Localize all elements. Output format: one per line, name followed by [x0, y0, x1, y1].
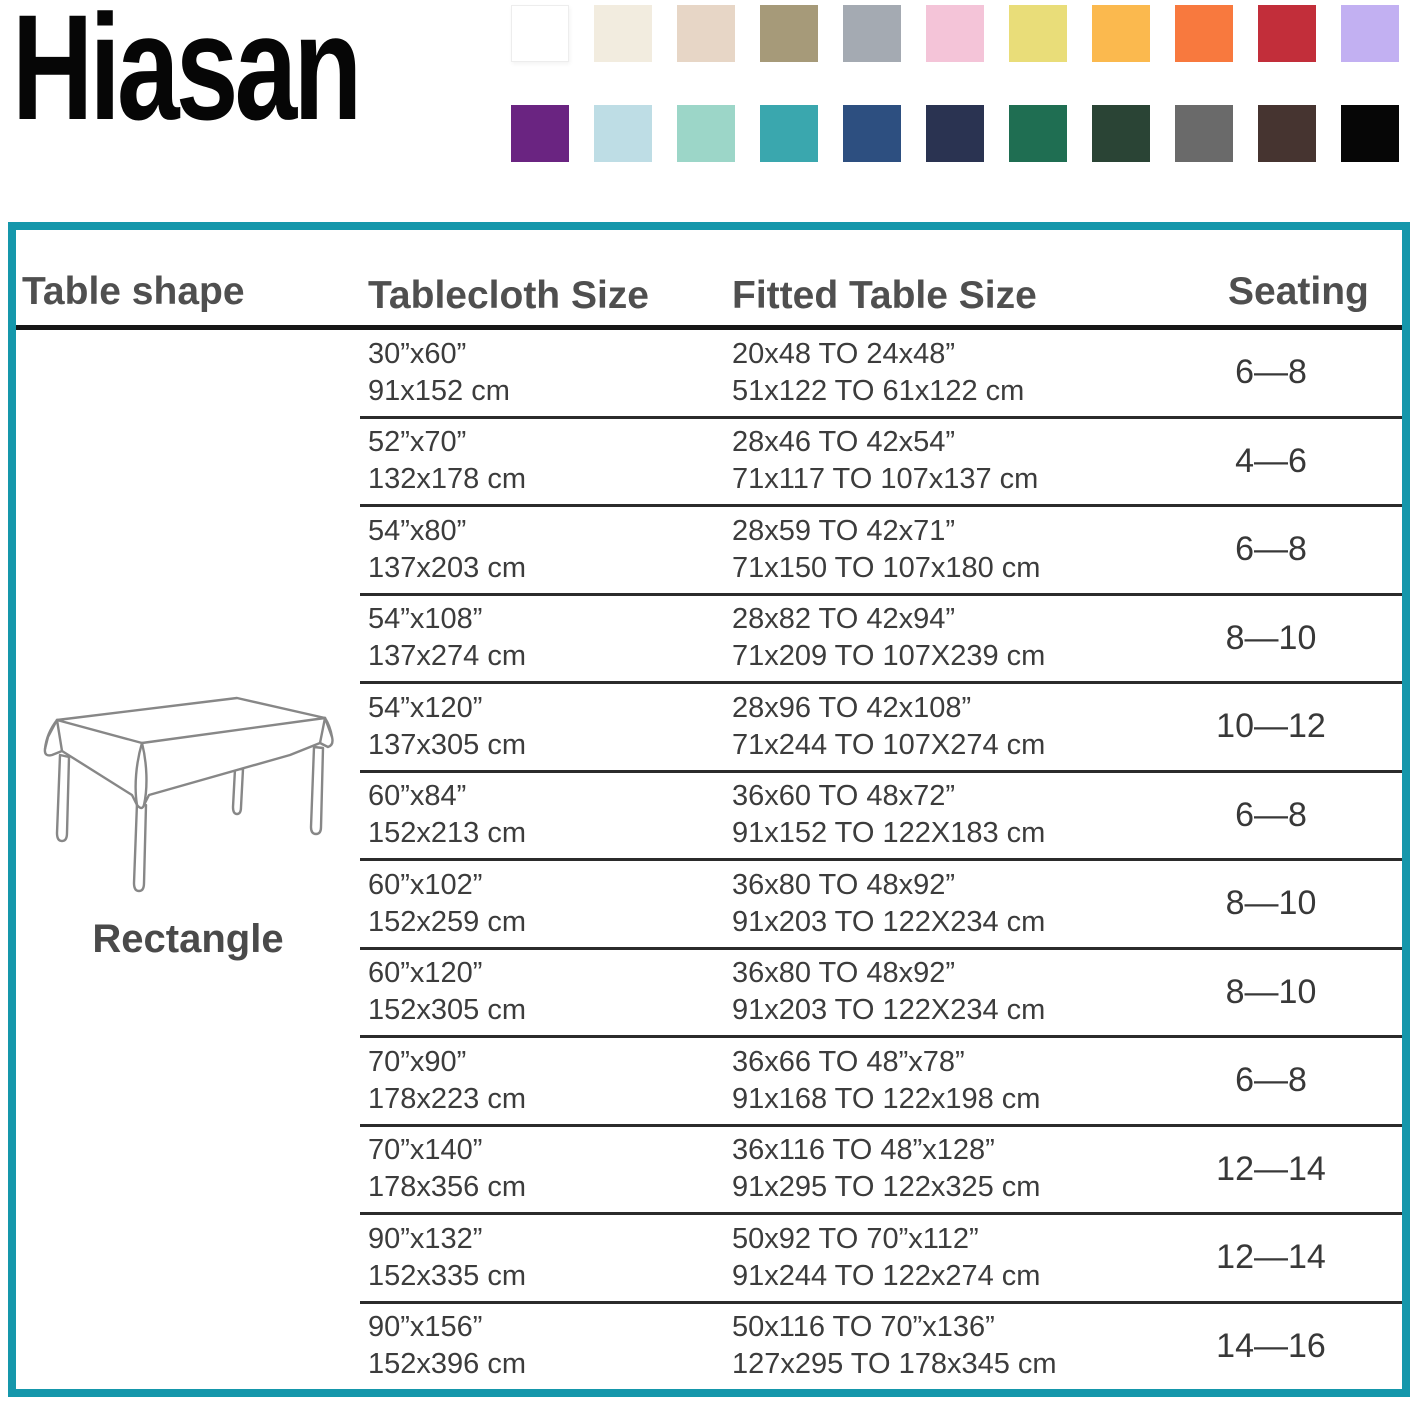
fitted-size-cm: 91x295 TO 122x325 cm — [732, 1171, 1041, 1204]
header-seating: Seating — [1228, 270, 1369, 313]
size-chart-header — [16, 230, 1402, 325]
tablecloth-size-inches: 52”x70” — [368, 426, 467, 459]
fitted-size-cm: 51x122 TO 61x122 cm — [732, 374, 1025, 407]
fitted-size-inches: 36x60 TO 48x72” — [732, 780, 956, 813]
tablecloth-size-cell — [360, 1132, 724, 1206]
fitted-size-cell — [724, 955, 1154, 1029]
swatch-purple — [511, 105, 569, 162]
size-row — [360, 596, 1402, 685]
tablecloth-size-cell — [360, 867, 724, 941]
tablecloth-size-inches: 90”x132” — [368, 1222, 483, 1255]
fitted-size-cm: 71x150 TO 107x180 cm — [732, 551, 1041, 584]
header-table-shape: Table shape — [22, 270, 245, 313]
tablecloth-size-cell — [360, 1044, 724, 1118]
tablecloth-size-cell — [360, 601, 724, 675]
header-tablecloth-size: Tablecloth Size — [368, 274, 649, 317]
tablecloth-size-cell — [360, 1309, 724, 1383]
brand-logo: Hiasan — [12, 0, 359, 151]
swatch-black — [1341, 105, 1399, 162]
fitted-size-cell — [724, 778, 1154, 852]
swatch-beige — [677, 5, 735, 62]
fitted-size-cell — [724, 336, 1154, 410]
tablecloth-size-inches: 30”x60” — [368, 337, 467, 370]
swatch-pink — [926, 5, 984, 62]
seating-value: 4—6 — [1235, 441, 1307, 480]
tablecloth-size-cm: 152x259 cm — [368, 905, 526, 938]
swatch-brown — [1258, 105, 1316, 162]
size-row — [360, 419, 1402, 508]
seating-value: 6—8 — [1235, 530, 1307, 569]
size-row — [360, 1304, 1402, 1390]
size-row — [360, 330, 1402, 419]
fitted-size-cm: 91x244 TO 122x274 cm — [732, 1259, 1041, 1292]
tablecloth-size-inches: 54”x80” — [368, 514, 467, 547]
fitted-size-cm: 91x168 TO 122x198 cm — [732, 1082, 1041, 1115]
swatch-blue — [843, 105, 901, 162]
tablecloth-size-cm: 152x305 cm — [368, 994, 526, 1027]
seating-value: 14—16 — [1216, 1326, 1326, 1365]
fitted-size-inches: 28x96 TO 42x108” — [732, 691, 972, 724]
swatch-gold — [1092, 5, 1150, 62]
fitted-size-inches: 50x116 TO 70”x136” — [732, 1311, 995, 1344]
size-row — [360, 507, 1402, 596]
swatch-ivory — [594, 5, 652, 62]
table-shape-cell — [16, 685, 360, 962]
fitted-size-cell — [724, 690, 1154, 764]
fitted-size-inches: 28x46 TO 42x54” — [732, 426, 956, 459]
fitted-size-cell — [724, 424, 1154, 498]
fitted-size-cm: 91x203 TO 122X234 cm — [732, 905, 1046, 938]
swatch-light-blue — [594, 105, 652, 162]
seating-value: 8—10 — [1225, 884, 1317, 923]
swatch-red — [1258, 5, 1316, 62]
fitted-size-cell — [724, 1309, 1154, 1383]
swatch-dark-grey — [1175, 105, 1233, 162]
swatch-lavender — [1341, 5, 1399, 62]
tablecloth-size-cm: 152x335 cm — [368, 1259, 526, 1292]
size-row — [360, 773, 1402, 862]
tablecloth-size-cm: 137x274 cm — [368, 640, 526, 673]
fitted-size-inches: 28x82 TO 42x94” — [732, 603, 956, 636]
size-chart-rows — [360, 330, 1402, 1389]
tablecloth-size-cm: 152x213 cm — [368, 817, 526, 850]
color-swatch-palette — [511, 5, 1399, 162]
swatch-row-2 — [511, 105, 1399, 162]
tablecloth-size-cm: 91x152 cm — [368, 374, 510, 407]
fitted-size-cell — [724, 513, 1154, 587]
tablecloth-size-inches: 70”x90” — [368, 1045, 467, 1078]
tablecloth-size-cell — [360, 1221, 724, 1295]
seating-value: 6—8 — [1235, 1061, 1307, 1100]
seating-value: 12—14 — [1216, 1238, 1326, 1277]
swatch-yellow — [1009, 5, 1067, 62]
fitted-size-inches: 36x66 TO 48”x78” — [732, 1045, 965, 1078]
size-row — [360, 1127, 1402, 1216]
fitted-size-cm: 71x244 TO 107X274 cm — [732, 728, 1046, 761]
seating-value: 8—10 — [1225, 972, 1317, 1011]
tablecloth-size-cm: 137x203 cm — [368, 551, 526, 584]
tablecloth-size-inches: 70”x140” — [368, 1134, 483, 1167]
tablecloth-size-cm: 178x356 cm — [368, 1171, 526, 1204]
swatch-row-1 — [511, 5, 1399, 62]
swatch-dark-green — [1092, 105, 1150, 162]
tablecloth-size-inches: 54”x120” — [368, 691, 483, 724]
tablecloth-size-inches: 60”x120” — [368, 957, 483, 990]
fitted-size-cell — [724, 1132, 1154, 1206]
tablecloth-size-inches: 54”x108” — [368, 603, 483, 636]
tablecloth-size-cell — [360, 690, 724, 764]
tablecloth-size-cell — [360, 513, 724, 587]
rectangle-table-icon — [36, 685, 340, 897]
size-row — [360, 684, 1402, 773]
fitted-size-inches: 28x59 TO 42x71” — [732, 514, 956, 547]
tablecloth-size-cm: 178x223 cm — [368, 1082, 526, 1115]
header-fitted-table-size: Fitted Table Size — [732, 274, 1037, 317]
tablecloth-size-inches: 60”x102” — [368, 868, 483, 901]
tablecloth-size-cell — [360, 955, 724, 1029]
tablecloth-size-cell — [360, 336, 724, 410]
fitted-size-cm: 127x295 TO 178x345 cm — [732, 1348, 1057, 1381]
table-shape-label: Rectangle — [92, 917, 284, 961]
fitted-size-cell — [724, 601, 1154, 675]
swatch-white — [511, 5, 569, 62]
tablecloth-size-cm: 137x305 cm — [368, 728, 526, 761]
swatch-grey — [843, 5, 901, 62]
fitted-size-inches: 36x80 TO 48x92” — [732, 868, 956, 901]
size-row — [360, 1038, 1402, 1127]
swatch-navy — [926, 105, 984, 162]
fitted-size-cell — [724, 867, 1154, 941]
fitted-size-cm: 91x203 TO 122X234 cm — [732, 994, 1046, 1027]
fitted-size-inches: 50x92 TO 70”x112” — [732, 1222, 979, 1255]
size-row — [360, 861, 1402, 950]
tablecloth-size-cm: 132x178 cm — [368, 463, 526, 496]
size-row — [360, 1215, 1402, 1304]
tablecloth-size-inches: 90”x156” — [368, 1311, 483, 1344]
tablecloth-size-cm: 152x396 cm — [368, 1348, 526, 1381]
fitted-size-cm: 71x209 TO 107X239 cm — [732, 640, 1046, 673]
fitted-size-inches: 20x48 TO 24x48” — [732, 337, 956, 370]
swatch-aqua — [677, 105, 735, 162]
fitted-size-inches: 36x116 TO 48”x128” — [732, 1134, 995, 1167]
seating-value: 10—12 — [1216, 707, 1326, 746]
tablecloth-size-cell — [360, 778, 724, 852]
tablecloth-size-inches: 60”x84” — [368, 780, 467, 813]
swatch-teal — [760, 105, 818, 162]
fitted-size-cell — [724, 1044, 1154, 1118]
fitted-size-cell — [724, 1221, 1154, 1295]
tablecloth-size-cell — [360, 424, 724, 498]
seating-value: 8—10 — [1225, 618, 1317, 657]
seating-value: 6—8 — [1235, 795, 1307, 834]
fitted-size-cm: 91x152 TO 122X183 cm — [732, 817, 1046, 850]
fitted-size-inches: 36x80 TO 48x92” — [732, 957, 956, 990]
size-chart-frame — [8, 222, 1410, 1397]
swatch-green — [1009, 105, 1067, 162]
seating-value: 12—14 — [1216, 1149, 1326, 1188]
fitted-size-cm: 71x117 TO 107x137 cm — [732, 463, 1039, 496]
swatch-khaki — [760, 5, 818, 62]
seating-value: 6—8 — [1235, 353, 1307, 392]
swatch-orange — [1175, 5, 1233, 62]
size-row — [360, 950, 1402, 1039]
